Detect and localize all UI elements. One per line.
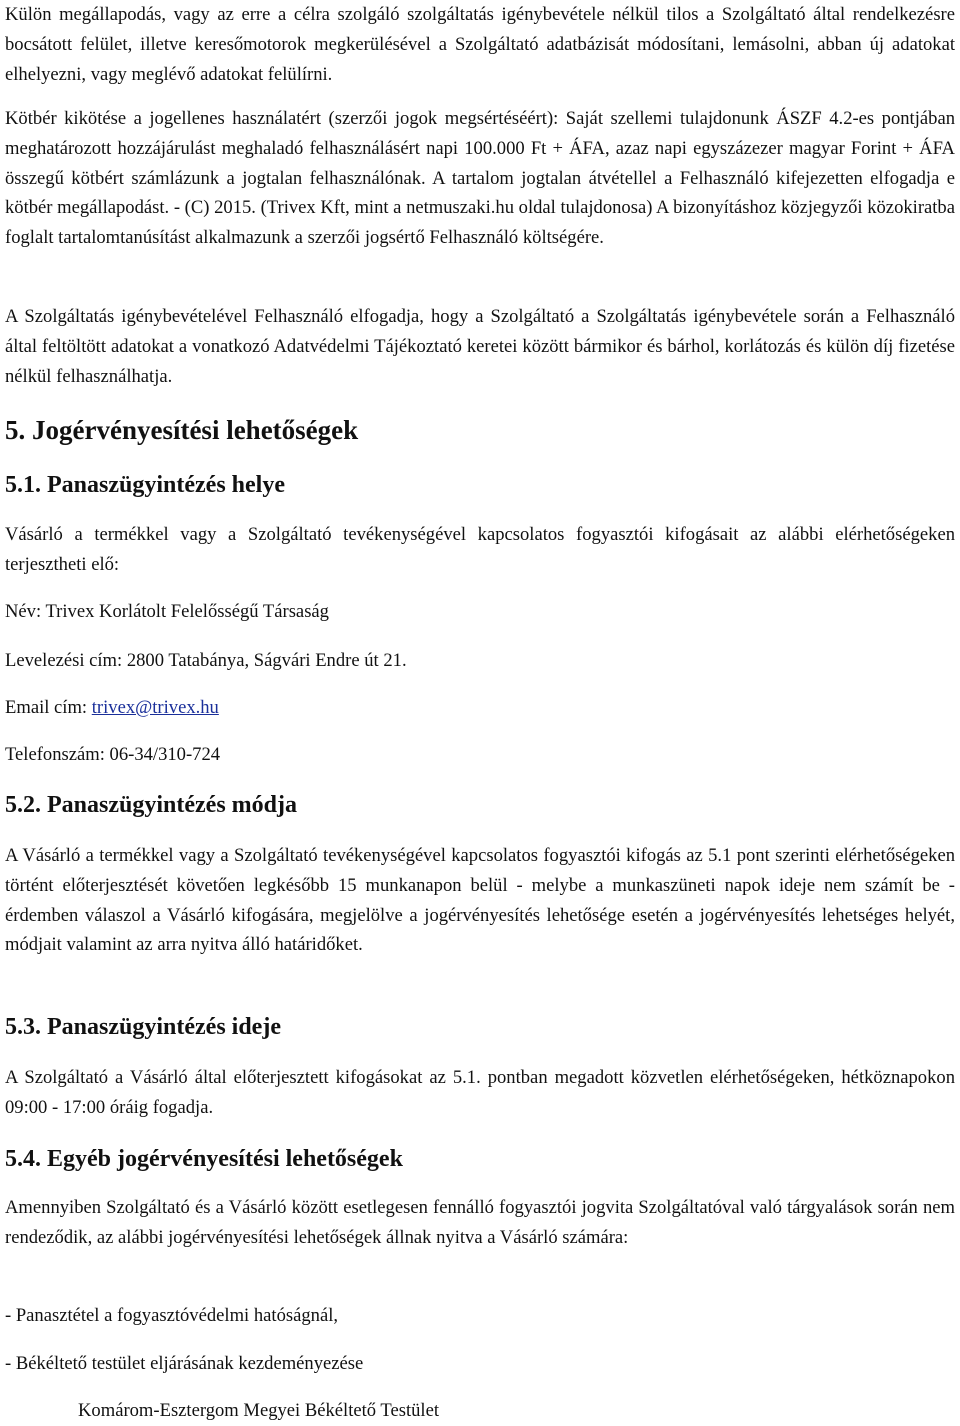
section-5-2-text: A Vásárló a termékkel vagy a Szolgáltató tevékenységével kapcsolatos fogyasztói kifogás az 5.1 pont szerinti elérhetőségeken történt előterjesztését követően legkésőbb 15 munkanapon belül - melybe a munkaszüneti napok ideje nem számít be - érdemben válaszol a Vásárló kifogására, megjelölve a jogérvényesítés lehetősége esetén a jogérvényesítés lehetséges helyét, módjait valamint az arra nyitva álló határidőket. [5,845,955,956]
paragraph-database-prohibition: Külön megállapodás, vagy az erre a célra szolgáló szolgáltatás igénybevétele nélkül tilos a Szolgáltató által rendelkezésre bocsátott felület, illetve keresőmotorok megkerülésével a Szolgáltató adatbázisát módosítani, lemásolni, abban új adatokat elhelyezni, vagy meglévő adatokat felülírni. [5,4,955,85]
list-item-conciliation-board: - Békéltető testület eljárásának kezdeményezése [5,1353,364,1374]
list-item-consumer-authority: - Panasztétel a fogyasztóvédelmi hatóságnál, [5,1305,339,1326]
conciliation-board-name: Komárom-Esztergom Megyei Békéltető Testület [78,1400,440,1421]
contact-phone-line: Telefonszám: 06-34/310-724 [5,744,221,765]
email-link[interactable]: trivex@trivex.hu [91,697,219,718]
paragraph-data-usage: A Szolgáltatás igénybevételével Felhasználó elfogadja, hogy a Szolgáltató a Szolgáltatás igénybevétele során a Felhasználó által feltöltött adatokat a vonatkozó Adatvédelmi Tájékoztató keretei között bármikor és bárhol, korlátozás és külön díj fizetése nélkül felhasználhatja. [5,306,955,387]
section-5-4-text: Amennyiben Szolgáltató és a Vásárló között esetlegesen fennálló fogyasztói jogvita Szolgáltatóval való tárgyalások során nem rendeződik, az alábbi jogérvényesítési lehetőségek állnak nyitva a Vásárló számára: [5,1197,955,1248]
paragraph-penalty-clause: Kötbér kikötése a jogellenes használatért (szerzői jogok megsértéséért): Saját szellemi tulajdonunk ÁSZF 4.2-es pontjában meghatározott hozzájárulást meghaladó felhasználásért napi 100.000 Ft + ÁFA, azaz napi egyszázezer magyar Forint + ÁFA összegű kötbért számlázunk a jogtalan felhasználónak. A tartalom jogtalan átvétellel a Felhasználó kifejezetten elfogadja e kötbér megállapodást. - (C) 2015. (Trivex Kft, mint a netmuszaki.hu oldal tulajdonosa) A bizonyításhoz közjegyzői közokiratba foglalt tartalomtanúsítást alkalmazunk a szerzői jogsértő Felhasználó költségére. [5,108,955,249]
contact-email-line [5,693,955,723]
email-label: Email cím: [5,697,92,718]
contact-name-line: Név: Trivex Korlátolt Felelősségű Társaság [5,601,329,622]
section-5-1-intro: Vásárló a termékkel vagy a Szolgáltató tevékenységével kapcsolatos fogyasztói kifogásait az alábbi elérhetőségeken terjesztheti elő: [5,524,955,575]
contact-address-line: Levelezési cím: 2800 Tatabánya, Ságvári Endre út 21. [5,650,407,671]
section-5-1-heading: 5.1. Panaszügyintézés helye [5,472,285,498]
section-5-2-heading: 5.2. Panaszügyintézés módja [5,792,297,818]
section-5-4-heading: 5.4. Egyéb jogérvényesítési lehetőségek [5,1146,403,1172]
section-5-heading: 5. Jogérvényesítési lehetőségek [5,415,359,445]
section-5-3-text: A Szolgáltató a Vásárló által előterjesztett kifogásokat az 5.1. pontban megadott közvetlen elérhetőségeken, hétköznapokon 09:00 - 17:00 óráig fogadja. [5,1067,955,1118]
section-5-3-heading: 5.3. Panaszügyintézés ideje [5,1014,281,1040]
